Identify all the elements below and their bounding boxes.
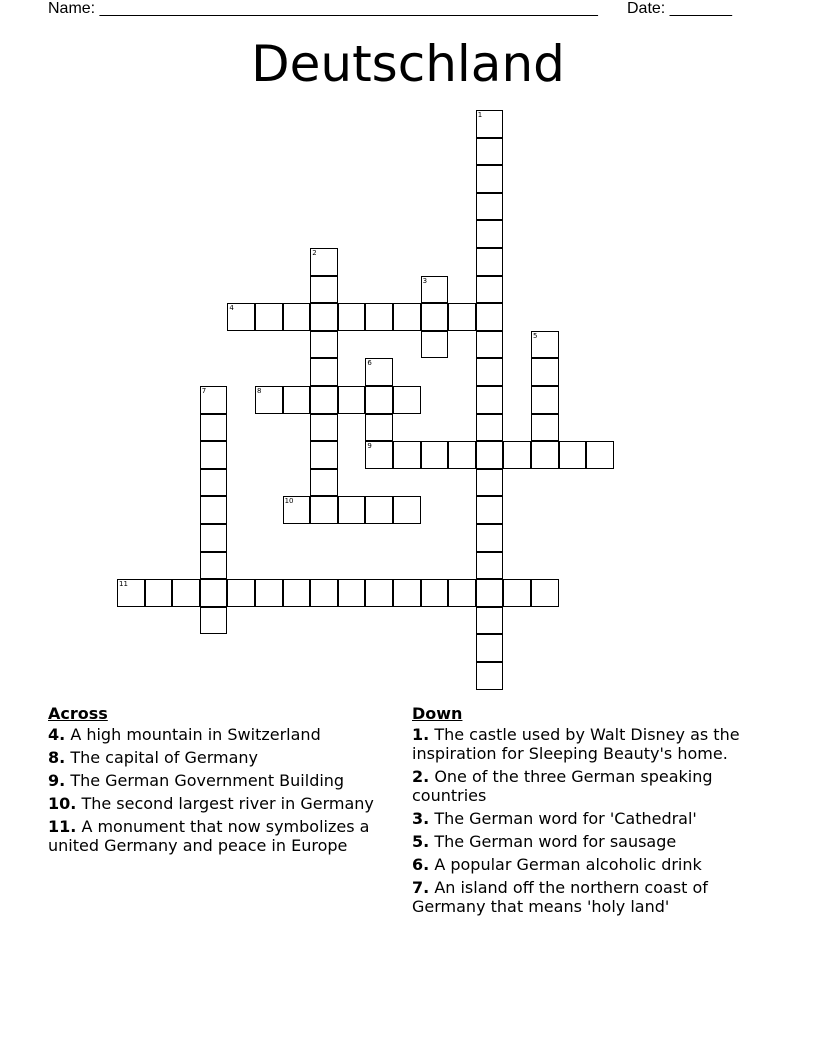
grid-cell[interactable] xyxy=(365,414,393,442)
clue-number: 9. xyxy=(48,771,66,790)
down-clue xyxy=(412,855,752,874)
grid-cell[interactable] xyxy=(172,579,200,607)
grid-cell[interactable] xyxy=(338,303,366,331)
grid-cell[interactable] xyxy=(200,579,228,607)
clue-number: 1. xyxy=(412,725,430,744)
grid-cell[interactable] xyxy=(310,579,338,607)
clue-number: 11 xyxy=(119,580,128,589)
down-clue-list xyxy=(412,725,752,916)
grid-cell[interactable] xyxy=(476,110,504,138)
grid-cell[interactable] xyxy=(393,303,421,331)
grid-cell[interactable] xyxy=(283,579,311,607)
grid-cell[interactable] xyxy=(476,634,504,662)
grid-cell[interactable] xyxy=(393,386,421,414)
clue-text: The German word for sausage xyxy=(434,832,677,851)
grid-cell[interactable] xyxy=(310,469,338,497)
clue-text: A popular German alcoholic drink xyxy=(434,855,702,874)
grid-cell[interactable] xyxy=(200,414,228,442)
across-clue xyxy=(48,817,398,855)
grid-cell[interactable] xyxy=(310,303,338,331)
grid-cell[interactable] xyxy=(310,276,338,304)
grid-cell[interactable] xyxy=(476,138,504,166)
clue-text: The second largest river in Germany xyxy=(81,794,374,813)
grid-cell[interactable] xyxy=(476,469,504,497)
clue-text: An island off the northern coast of Germany that means 'holy land' xyxy=(412,878,708,916)
clue-text: The German Government Building xyxy=(70,771,345,790)
clue-number: 6 xyxy=(367,359,372,368)
grid-cell[interactable] xyxy=(200,386,228,414)
grid-cell[interactable] xyxy=(586,441,614,469)
clue-text: The German word for 'Cathedral' xyxy=(434,809,697,828)
grid-cell[interactable] xyxy=(310,386,338,414)
grid-cell[interactable] xyxy=(421,331,449,359)
clue-text: A high mountain in Switzerland xyxy=(70,725,321,744)
clue-number: 7 xyxy=(201,387,207,395)
grid-cell[interactable] xyxy=(310,496,338,524)
grid-cell[interactable] xyxy=(476,248,504,276)
grid-cell[interactable] xyxy=(531,441,559,469)
grid-cell[interactable] xyxy=(476,386,504,414)
grid-cell[interactable] xyxy=(476,414,504,442)
name-field-label: Name: ________________________________________________________ xyxy=(48,0,598,17)
grid-cell[interactable] xyxy=(503,441,531,469)
clue-number: 10. xyxy=(48,794,77,813)
grid-cell[interactable] xyxy=(476,441,504,469)
grid-cell[interactable] xyxy=(310,441,338,469)
grid-cell[interactable] xyxy=(200,607,228,635)
grid-cell[interactable] xyxy=(421,276,449,304)
clue-text: A monument that now symbolizes a united Germany and peace in Europe xyxy=(48,817,370,855)
puzzle-title: Deutschland xyxy=(251,35,565,93)
down-clue xyxy=(412,767,752,805)
grid-cell[interactable] xyxy=(283,303,311,331)
grid-cell[interactable] xyxy=(117,579,145,607)
grid-cell[interactable] xyxy=(448,441,476,469)
grid-cell[interactable] xyxy=(476,276,504,304)
across-clue xyxy=(48,748,398,767)
grid-cell[interactable] xyxy=(476,662,504,690)
grid-cell[interactable] xyxy=(310,331,338,359)
clue-text: The capital of Germany xyxy=(70,748,259,767)
grid-cell[interactable] xyxy=(283,496,311,524)
grid-cell[interactable] xyxy=(227,579,255,607)
grid-cell[interactable] xyxy=(310,358,338,386)
down-clue xyxy=(412,725,752,763)
clue-number: 9 xyxy=(367,442,372,451)
grid-cell[interactable] xyxy=(476,552,504,580)
across-clue-list xyxy=(48,725,398,855)
grid-cell[interactable] xyxy=(365,386,393,414)
grid-cell[interactable] xyxy=(338,496,366,524)
clue-number: 3 xyxy=(422,276,428,285)
grid-cell[interactable] xyxy=(476,607,504,635)
grid-cell[interactable] xyxy=(365,358,393,386)
grid-cell[interactable] xyxy=(476,165,504,193)
grid-cell[interactable] xyxy=(476,193,504,221)
grid-cell[interactable] xyxy=(448,303,476,331)
clue-number: 2 xyxy=(312,249,317,257)
clue-number: 1 xyxy=(477,111,483,119)
grid-cell[interactable] xyxy=(393,579,421,607)
grid-cell[interactable] xyxy=(421,579,449,607)
clue-number: 11. xyxy=(48,817,77,836)
grid-cell[interactable] xyxy=(255,303,283,331)
grid-cell[interactable] xyxy=(531,331,559,359)
clue-text: The castle used by Walt Disney as the inspiration for Sleeping Beauty's home. xyxy=(412,725,740,763)
clue-number: 3. xyxy=(412,809,430,828)
grid-cell[interactable] xyxy=(283,386,311,414)
grid-cell[interactable] xyxy=(531,414,559,442)
down-clue xyxy=(412,809,752,828)
grid-cell[interactable] xyxy=(310,248,338,276)
across-clue xyxy=(48,794,398,813)
grid-cell[interactable] xyxy=(338,579,366,607)
grid-cell[interactable] xyxy=(393,496,421,524)
across-clue xyxy=(48,771,398,790)
clue-number: 8. xyxy=(48,748,66,767)
grid-cell[interactable] xyxy=(365,303,393,331)
grid-cell[interactable] xyxy=(421,441,449,469)
grid-cell[interactable] xyxy=(448,579,476,607)
grid-cell[interactable] xyxy=(421,303,449,331)
clue-number: 4 xyxy=(229,304,234,313)
grid-cell[interactable] xyxy=(200,552,228,580)
grid-cell[interactable] xyxy=(365,579,393,607)
grid-cell[interactable] xyxy=(531,386,559,414)
clue-number: 7. xyxy=(412,878,430,897)
grid-cell[interactable] xyxy=(476,579,504,607)
grid-cell[interactable] xyxy=(310,414,338,442)
grid-cell[interactable] xyxy=(200,496,228,524)
grid-cell[interactable] xyxy=(531,579,559,607)
grid-cell[interactable] xyxy=(145,579,173,607)
grid-cell[interactable] xyxy=(476,220,504,248)
grid-cell[interactable] xyxy=(200,469,228,497)
clue-number: 10 xyxy=(284,497,294,506)
grid-cell[interactable] xyxy=(338,386,366,414)
clue-number: 5. xyxy=(412,832,430,851)
clue-number: 2. xyxy=(412,767,430,786)
date-field-label: Date: _______ xyxy=(627,0,732,17)
grid-cell[interactable] xyxy=(476,524,504,552)
clue-number: 4. xyxy=(48,725,66,744)
clue-text: One of the three German speaking countries xyxy=(412,767,713,805)
across-heading: Across xyxy=(48,704,108,723)
grid-cell[interactable] xyxy=(200,441,228,469)
across-clue xyxy=(48,725,398,744)
clue-number: 5 xyxy=(533,331,538,340)
down-heading: Down xyxy=(412,704,463,723)
grid-cell[interactable] xyxy=(476,358,504,386)
grid-cell[interactable] xyxy=(476,496,504,524)
clue-number: 6. xyxy=(412,855,430,874)
clue-number: 8 xyxy=(257,387,262,395)
across-clues xyxy=(48,704,398,859)
down-clues xyxy=(412,704,752,920)
down-clue xyxy=(412,878,752,916)
grid-cell[interactable] xyxy=(393,441,421,469)
grid-cell[interactable] xyxy=(255,579,283,607)
grid-cell[interactable] xyxy=(531,358,559,386)
grid-cell[interactable] xyxy=(227,303,255,331)
down-clue xyxy=(412,832,752,851)
grid-cell[interactable] xyxy=(365,496,393,524)
grid-cell[interactable] xyxy=(476,303,504,331)
grid-cell[interactable] xyxy=(503,579,531,607)
grid-cell[interactable] xyxy=(200,524,228,552)
grid-cell[interactable] xyxy=(476,331,504,359)
grid-cell[interactable] xyxy=(365,441,393,469)
grid-cell[interactable] xyxy=(255,386,283,414)
grid-cell[interactable] xyxy=(559,441,587,469)
